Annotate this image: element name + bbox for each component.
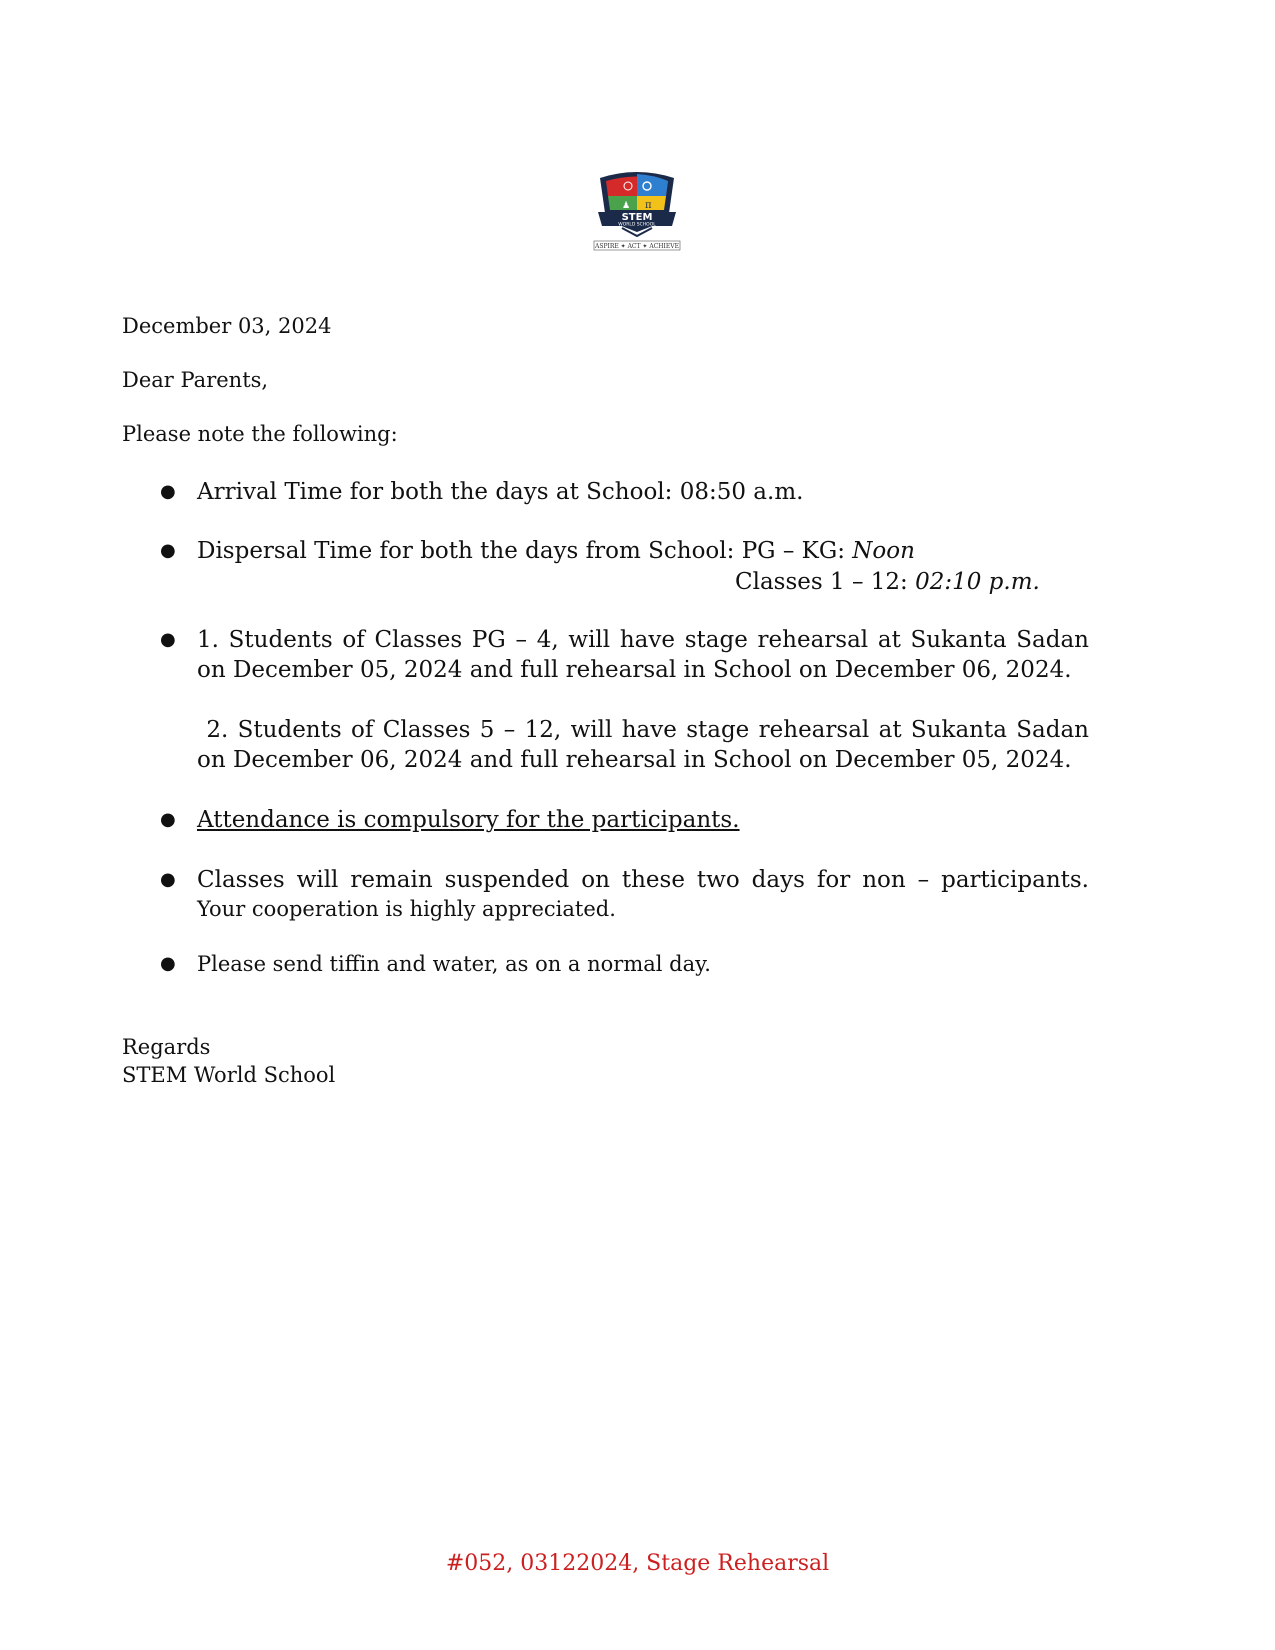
logo-subtext: WORLD SCHOOL xyxy=(618,222,656,228)
dispersal-classes-time: 02:10 p.m. xyxy=(915,569,1040,595)
logo-motto: ASPIRE ✦ ACT ✦ ACHIEVE xyxy=(595,243,679,250)
bullet-marker: ● xyxy=(160,809,176,830)
rehearsal-1-line2: on December 05, 2024 and full rehearsal in School on December 06, 2024. xyxy=(197,657,1072,683)
suspended-line1: Classes will remain suspended on these two days for non – participants. xyxy=(197,867,1089,893)
dispersal-classes-label: Classes 1 – 12: xyxy=(735,569,916,595)
bullet-marker: ● xyxy=(160,869,176,890)
rehearsal-2-line2: on December 06, 2024 and full rehearsal in School on December 05, 2024. xyxy=(197,747,1072,773)
bullet-marker: ● xyxy=(160,540,176,561)
salutation: Dear Parents, xyxy=(122,368,269,392)
dispersal-pg-kg-time: Noon xyxy=(852,538,915,564)
bullet-marker: ● xyxy=(160,481,176,502)
intro-text: Please note the following: xyxy=(122,422,398,446)
dispersal-lead: Dispersal Time for both the days from School: PG – KG: xyxy=(197,538,853,564)
bullet-marker: ● xyxy=(160,629,176,650)
cooperation-text: Your cooperation is highly appreciated. xyxy=(197,897,616,921)
logo-text: STEM xyxy=(621,212,653,223)
arrival-time-text: Arrival Time for both the days at School: 08:50 a.m. xyxy=(197,479,804,505)
bullet-marker: ● xyxy=(160,953,176,974)
dispersal-time-text xyxy=(197,536,1089,566)
letter-date: December 03, 2024 xyxy=(122,314,332,338)
rehearsal-1-line1: 1. Students of Classes PG – 4, will have stage rehearsal at Sukanta Sadan xyxy=(197,627,1089,653)
svg-text:♟: ♟ xyxy=(622,201,631,211)
attendance-text xyxy=(197,805,1089,835)
dispersal-classes-row xyxy=(735,567,1040,597)
school-logo xyxy=(592,168,682,252)
attendance-underlined: Attendance is compulsory for the participants. xyxy=(197,807,740,833)
svg-text:π: π xyxy=(645,200,652,211)
reference-footer: #052, 03122024, Stage Rehearsal xyxy=(445,1551,830,1576)
rehearsal-2-line1: 2. Students of Classes 5 – 12, will have stage rehearsal at Sukanta Sadan xyxy=(197,717,1089,743)
tiffin-text: Please send tiffin and water, as on a normal day. xyxy=(197,952,711,976)
closing-regards: Regards xyxy=(122,1035,211,1059)
signature: STEM World School xyxy=(122,1063,336,1087)
